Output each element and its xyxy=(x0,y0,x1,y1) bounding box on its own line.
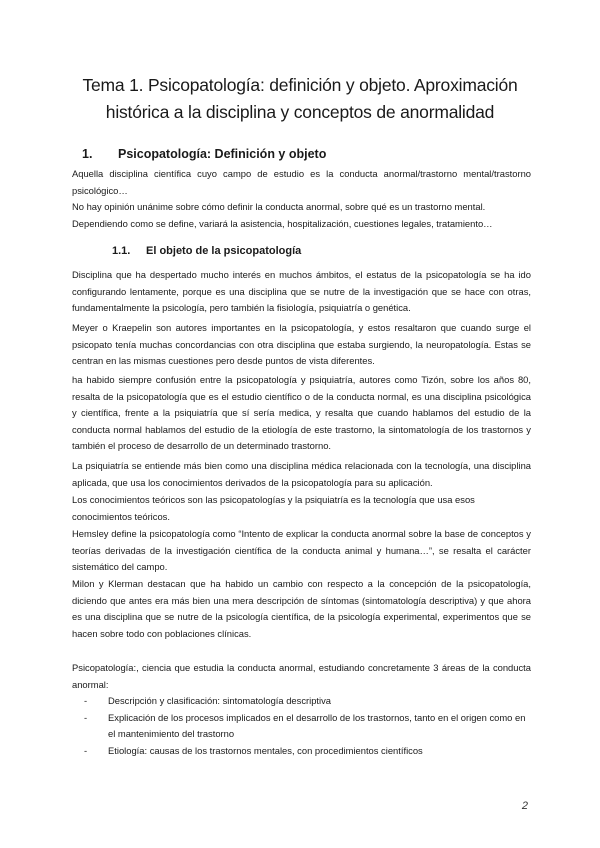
paragraph: Psicopatología:, ciencia que estudia la conducta anormal, estudiando concretamente 3 áreas de la conducta anormal: xyxy=(72,662,531,690)
section-title: Psicopatología: Definición y objeto xyxy=(118,147,327,161)
document-title: Tema 1. Psicopatología: definición y objeto. Aproximación histórica a la disciplina y conceptos de anormalidad xyxy=(82,75,518,122)
paragraph: Meyer o Kraepelin son autores importantes en la psicopatología, y estos resaltaron que cuando surge el psicopato tenía muchas concordancias con otra disciplina que estaba surgiendo, la neuropatología. Estas se centran en las mismas cuestiones pero desde puntos de vista diferentes. xyxy=(72,322,531,366)
paragraph: Milon y Klerman destacan que ha habido un cambio con respecto a la concepción de la psicopatología, diciendo que antes era más bien una mera descripción de síntomas (sintomatología descriptiva) y que ahora es una disciplina que se nutre de la psicología científica, de la psicología experimental, experimentos que se hacen sobre todo con poblaciones clínicas. xyxy=(72,578,531,639)
bullet-list xyxy=(84,693,531,759)
paragraph: Disciplina que ha despertado mucho interés en muchos ámbitos, el estatus de la psicopatología se ha ido configurando lentamente, porque es una disciplina que se nutre de la investigación que se hace con otras, fundamentalmente la psicología, pero también la fisiología, psiquiatría o genética. xyxy=(72,269,531,313)
paragraph: Hemsley define la psicopatología como “Intento de explicar la conducta anormal sobre la base de conceptos y teorías derivadas de la investigación científica de la conducta animal y humana…”, se resalta el carácter sistemático del campo. xyxy=(72,528,531,572)
paragraph: No hay opinión unánime sobre cómo definir la conducta anormal, sobre qué es un trastorno mental. xyxy=(72,201,486,212)
list-item-text: Descripción y clasificación: sintomatología descriptiva xyxy=(108,695,332,706)
list-item xyxy=(84,743,531,760)
list-bullet: - xyxy=(84,695,88,706)
list-item xyxy=(84,693,531,710)
list-item xyxy=(84,710,531,743)
list-bullet: - xyxy=(84,744,88,756)
section-number: 1.1. xyxy=(112,245,131,257)
list-item-text: Explicación de los procesos implicados en el desarrollo de los trastornos, tanto en el origen como en el mantenimiento del trastorno xyxy=(108,711,526,739)
section-heading-1-1 xyxy=(112,245,301,257)
list-bullet: - xyxy=(84,711,88,723)
section-number: 1. xyxy=(82,147,93,161)
paragraph: Aquella disciplina científica cuyo campo de estudio es la conducta anormal/trastorno mental/trastorno psicológico… xyxy=(72,168,531,196)
paragraph: ha habido siempre confusión entre la psicopatología y psiquiatría, autores como Tizón, sobre los años 80, resalta de la psicopatología que es el estudio científico o de la conducta normal, es una disciplina psicológica y científica, frente a la psiquiatría que sí sería medica, y resalta que cuando hablamos del estudio de la conducta normal hablamos del estudio de la etiología de este trastorno, la sintomatología de los trastornos y también el proceso de desarrollo de un determinado trastorno. xyxy=(72,374,531,451)
paragraph: Dependiendo como se define, variará la asistencia, hospitalización, cuestiones legales, tratamiento… xyxy=(72,218,493,229)
paragraph: La psiquiatría se entiende más bien como una disciplina médica relacionada con la tecnología, una disciplina aplicada, que usa los conocimientos derivados de la psicopatología para su aplicación. xyxy=(72,460,531,488)
section-title: El objeto de la psicopatología xyxy=(146,245,302,257)
paragraph: Los conocimientos teóricos son las psicopatologías y la psiquiatría es la tecnología que usa esos conocimientos teóricos. xyxy=(72,494,475,522)
page-number: 2 xyxy=(521,800,528,812)
list-item-text: Etiología: causas de los trastornos mentales, con procedimientos científicos xyxy=(108,744,423,756)
section-heading-1 xyxy=(82,147,326,161)
